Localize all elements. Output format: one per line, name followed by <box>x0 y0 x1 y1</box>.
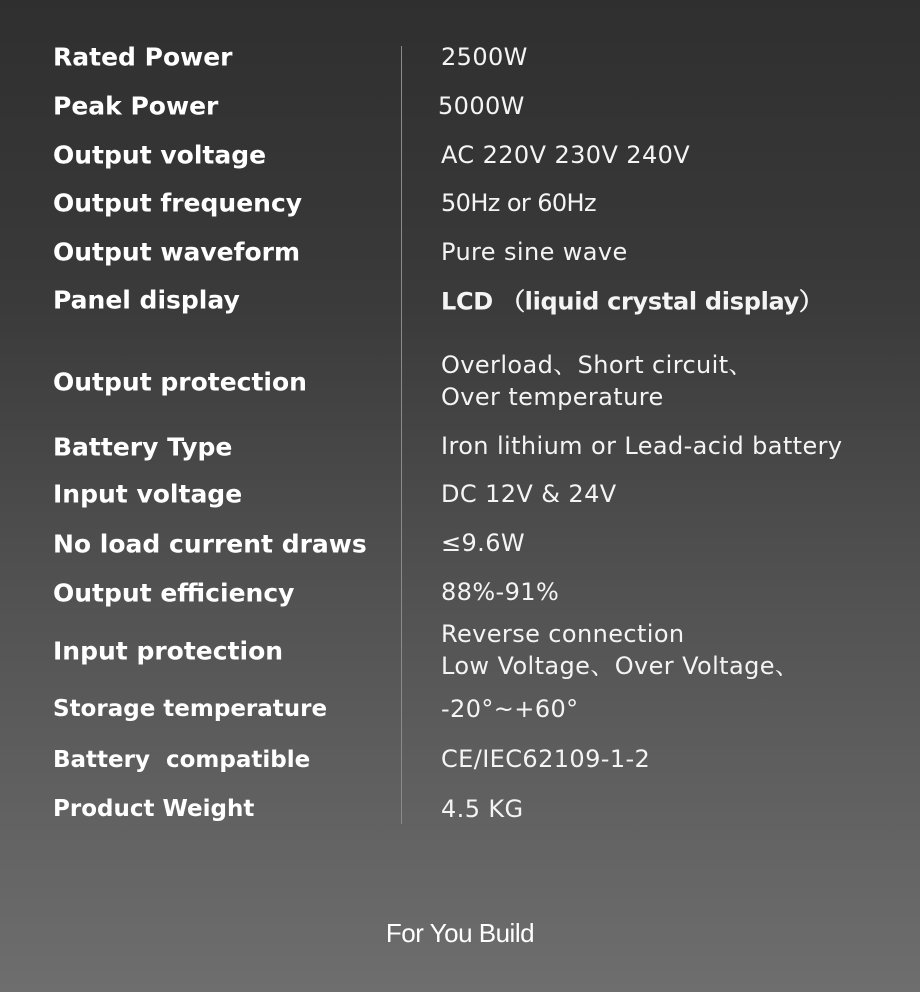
spec-value-line: Reverse connection <box>441 620 685 648</box>
spec-value: DC 12V & 24V <box>441 480 617 508</box>
spec-value: LCD （liquid crystal display） <box>441 287 823 316</box>
spec-label: Panel display <box>53 285 240 315</box>
spec-value: 5000W <box>438 92 525 120</box>
spec-value: 88%-91% <box>441 578 560 606</box>
spec-label: Rated Power <box>53 42 233 72</box>
spec-label: Output waveform <box>53 237 300 267</box>
spec-value: 50Hz or 60Hz <box>441 189 596 217</box>
spec-value-line: Overload、Short circuit、 <box>441 351 753 379</box>
spec-label: Product Weight <box>53 796 255 822</box>
spec-label: Output frequency <box>53 188 303 218</box>
spec-label: Output efficiency <box>53 578 295 608</box>
spec-value: CE/IEC62109-1-2 <box>441 745 651 773</box>
footer-tagline: For You Build <box>385 918 535 948</box>
spec-label: Battery compatible <box>53 747 311 773</box>
spec-value: AC 220V 230V 240V <box>441 141 691 169</box>
spec-value: ≤9.6W <box>441 529 526 557</box>
spec-label: Output voltage <box>53 140 267 170</box>
spec-value: Iron lithium or Lead-acid battery <box>441 432 843 460</box>
spec-value-line: Over temperature <box>441 383 664 411</box>
spec-value: 4.5 KG <box>441 795 524 823</box>
spec-label: No load current draws <box>53 529 367 559</box>
spec-value <box>441 618 799 682</box>
spec-label: Storage temperature <box>53 696 328 722</box>
column-divider <box>401 46 402 824</box>
spec-label: Battery Type <box>53 432 233 462</box>
spec-value: Pure sine wave <box>441 238 628 266</box>
spec-label: Input voltage <box>53 479 243 509</box>
spec-label: Output protection <box>53 367 307 397</box>
spec-label: Input protection <box>53 636 284 666</box>
spec-value-line: Low Voltage、Over Voltage、 <box>441 652 800 680</box>
spec-value: 2500W <box>441 43 528 71</box>
spec-value <box>441 349 753 413</box>
spec-label: Peak Power <box>53 91 219 121</box>
spec-value: -20°~+60° <box>441 695 579 723</box>
